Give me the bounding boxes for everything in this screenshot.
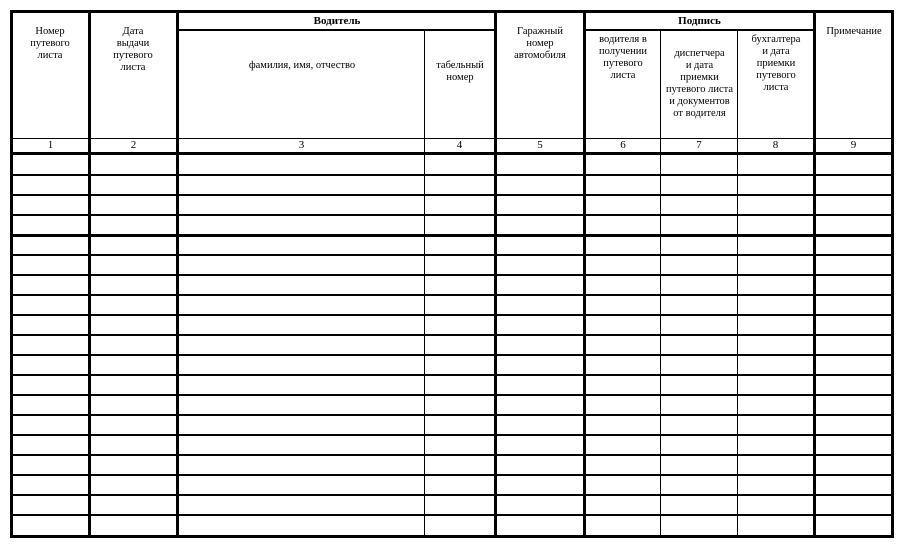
table-row-divider <box>10 174 894 176</box>
column-number: 2 <box>130 139 137 151</box>
number-row-bottom-line <box>10 152 894 155</box>
group-header-divider <box>176 29 497 31</box>
header-accountant-signature: бухгалтера и дата приемки путевого листа <box>751 34 801 93</box>
header-garage-number: Гаражный номер автомобиля <box>514 26 566 61</box>
column-number: 6 <box>620 139 626 151</box>
header-driver-group: Водитель <box>313 15 361 27</box>
column-number: 1 <box>47 139 54 151</box>
table-row-divider <box>10 214 894 216</box>
column-divider <box>660 31 661 538</box>
table-row-divider <box>10 254 894 256</box>
table-row-divider <box>10 194 894 196</box>
header-dispatcher-signature: диспетчера и дата приемки путевого листа и документов от водителя <box>665 48 734 119</box>
table-row-divider <box>10 354 894 356</box>
table-row-divider <box>10 294 894 296</box>
column-divider <box>737 31 738 538</box>
table-row-divider <box>10 234 894 237</box>
column-divider <box>424 31 425 538</box>
table-row-divider <box>10 514 894 516</box>
header-trip-sheet-number: Номер путевого листа <box>30 26 70 61</box>
table-row-divider <box>10 474 894 476</box>
group-header-divider <box>583 29 816 31</box>
table-row-divider <box>10 414 894 416</box>
header-personnel-number: табельный номер <box>436 60 484 83</box>
header-driver-full-name: фамилия, имя, отчество <box>248 60 356 71</box>
column-number: 8 <box>772 139 779 151</box>
header-signature-group: Подпись <box>678 15 721 27</box>
table-row-divider <box>10 314 894 316</box>
table-row-divider <box>10 394 894 396</box>
table-row-divider <box>10 374 894 376</box>
table-row-divider <box>10 494 894 496</box>
column-number: 9 <box>850 139 857 151</box>
header-issue-date: Дата выдачи путевого листа <box>113 26 153 73</box>
table-row-divider <box>10 274 894 276</box>
column-number: 3 <box>298 139 305 151</box>
column-number: 7 <box>696 139 702 151</box>
header-driver-signature: водителя в получении путевого листа <box>598 34 648 81</box>
column-number: 5 <box>537 139 543 151</box>
header-notes: Примечание <box>826 26 882 37</box>
table-row-divider <box>10 434 894 436</box>
column-number: 4 <box>456 139 463 151</box>
table-row-divider <box>10 454 894 456</box>
header-bottom-line <box>10 138 894 139</box>
table-row-divider <box>10 334 894 336</box>
